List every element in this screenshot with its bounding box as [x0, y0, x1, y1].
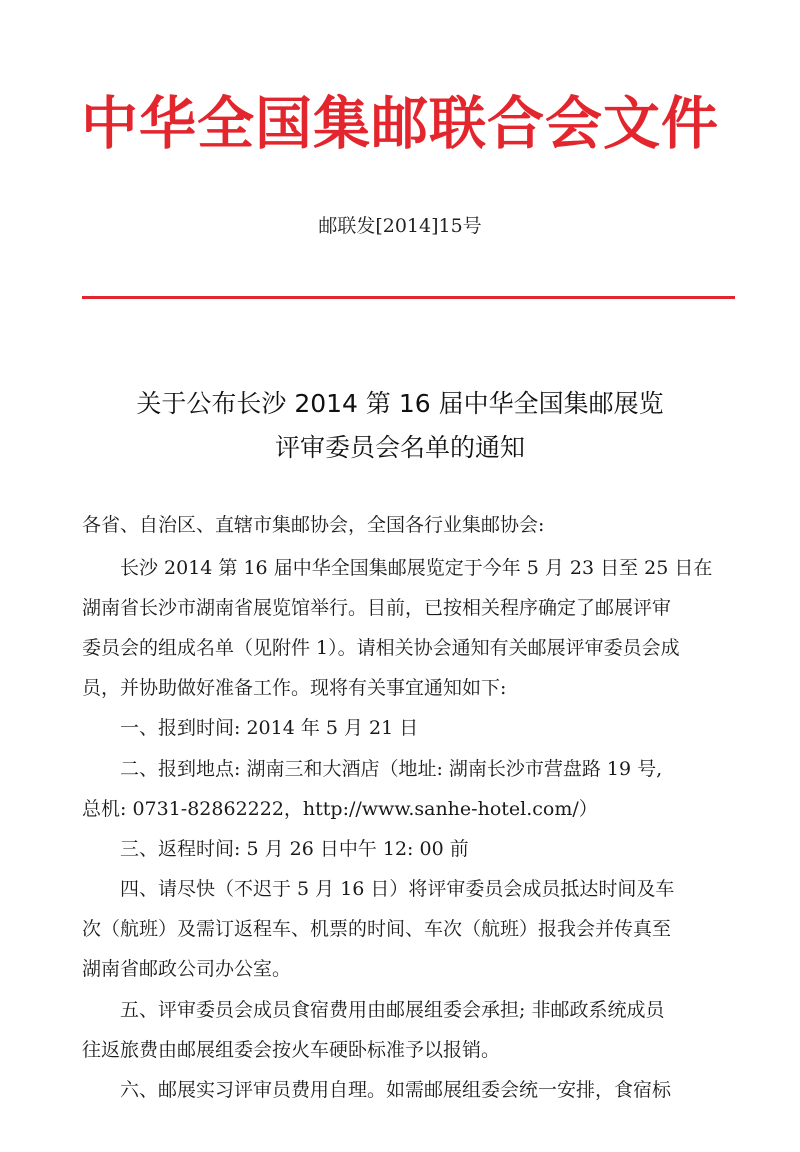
notice-title-line-1: 关于公布长沙 2014 第 16 届中华全国集邮展览 — [136, 389, 664, 418]
body-line: 湖南省邮政公司办公室。 — [82, 958, 292, 980]
document-number: 邮联发[2014]15号 — [318, 215, 482, 237]
body-line: 四、请尽快（不迟于 5 月 16 日）将评审委员会成员抵达时间及车 — [120, 878, 675, 900]
body-line: 一、报到时间: 2014 年 5 月 21 日 — [120, 717, 419, 739]
body-line: 六、邮展实习评审员费用自理。如需邮展组委会统一安排，食宿标 — [120, 1079, 672, 1101]
body-line: 五、评审委员会成员食宿费用由邮展组委会承担; 非邮政系统成员 — [120, 999, 665, 1021]
body-line: 委员会的组成名单（见附件 1）。请相关协会通知有关邮展评审委员会成 — [82, 637, 680, 659]
letterhead-title: 中华全国集邮联合会文件 — [81, 91, 719, 157]
body-line: 员，并协助做好准备工作。现将有关事宜通知如下: — [82, 677, 507, 699]
letterhead-red-rule — [82, 296, 735, 299]
body-line: 二、报到地点: 湖南三和大酒店（地址: 湖南长沙市营盘路 19 号, — [120, 758, 663, 780]
notice-title-line-2: 评审委员会名单的通知 — [274, 433, 525, 462]
salutation: 各省、自治区、直辖市集邮协会，全国各行业集邮协会: — [82, 514, 545, 536]
body-line: 次（航班）及需订返程车、机票的时间、车次（航班）报我会并传真至 — [82, 918, 672, 940]
body-line: 长沙 2014 第 16 届中华全国集邮展览定于今年 5 月 23 日至 25 日在 — [120, 557, 713, 579]
body-line: 总机: 0731-82862222，http://www.sanhe-hotel.com/） — [82, 798, 598, 820]
body-line: 往返旅费由邮展组委会按火车硬卧标准予以报销。 — [82, 1039, 501, 1061]
body-line: 三、返程时间: 5 月 26 日中午 12: 00 前 — [120, 838, 469, 860]
body-line: 湖南省长沙市湖南省展览馆举行。目前，已按相关程序确定了邮展评审 — [82, 597, 672, 619]
